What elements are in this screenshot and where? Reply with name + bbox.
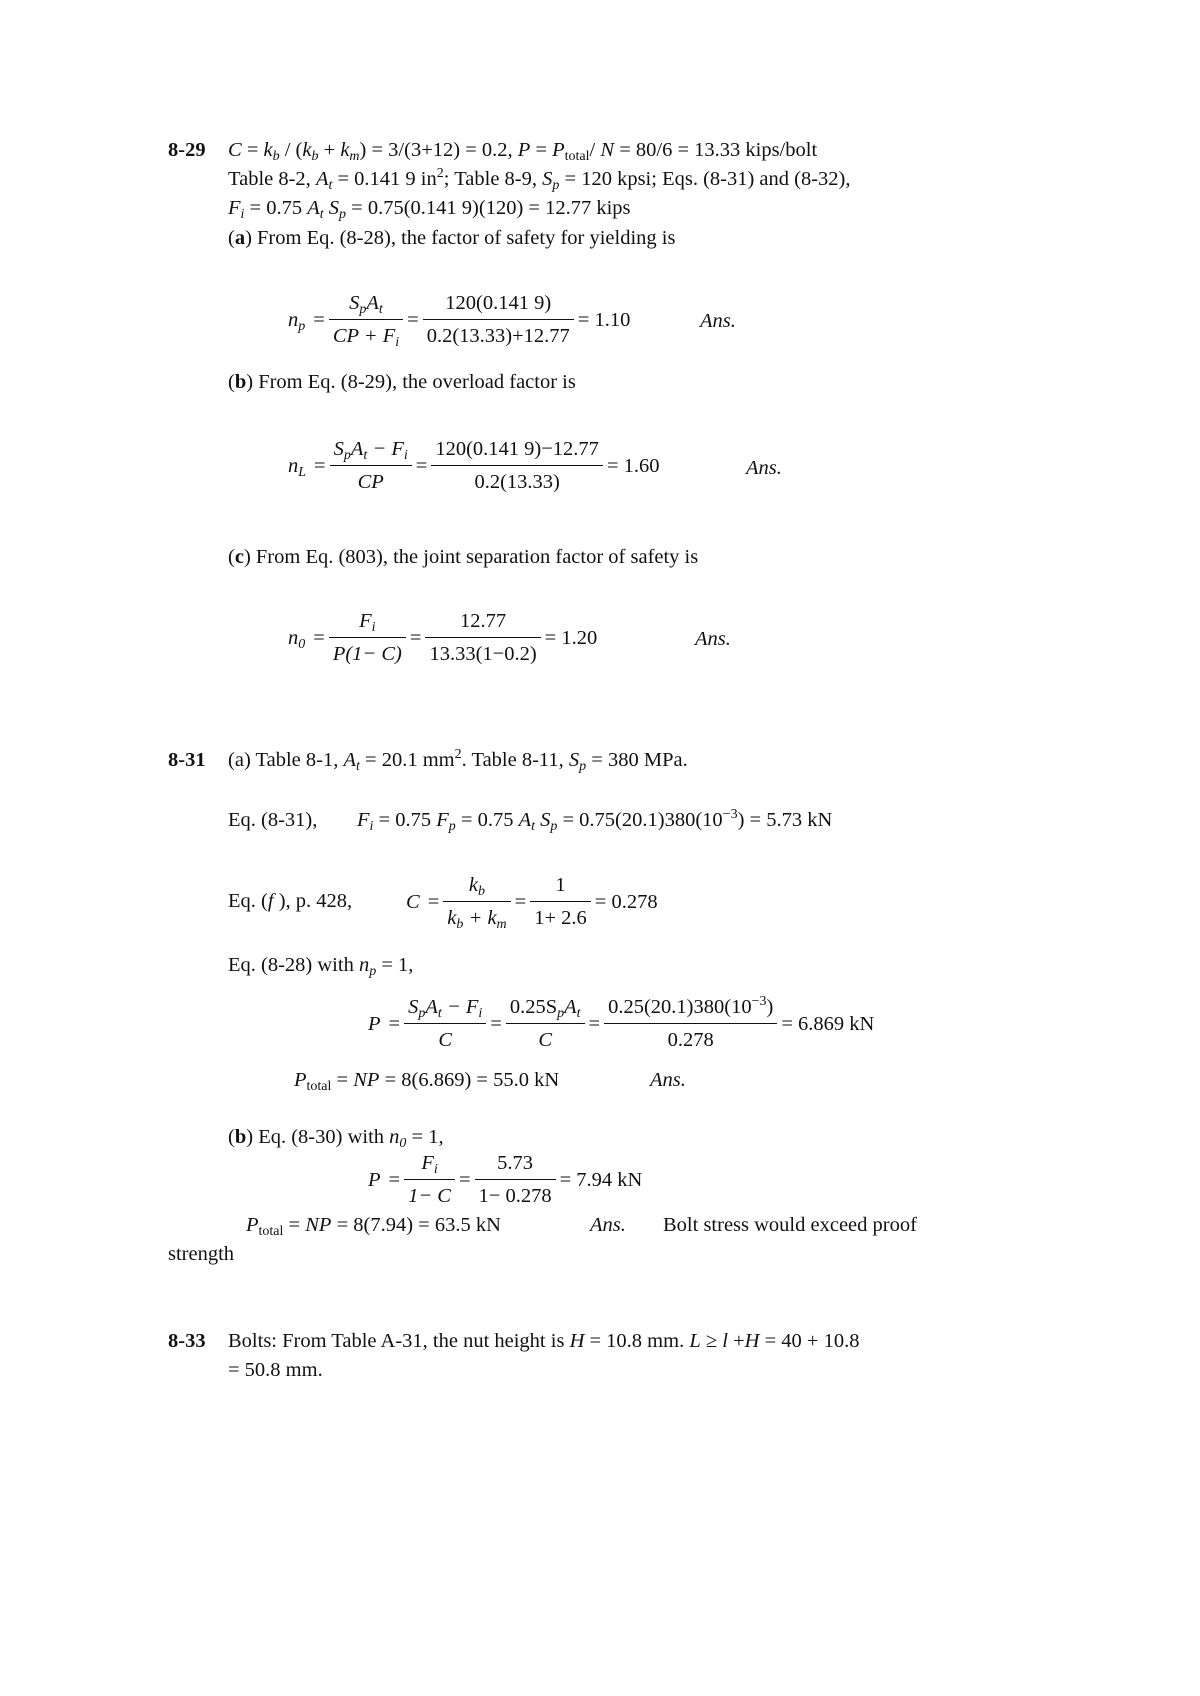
text: = (530, 139, 553, 161)
line-8-33-1 (228, 1329, 859, 1353)
eq-ref: Eq. (f ), p. 428, (228, 890, 353, 912)
var-ptotal: P (294, 1069, 307, 1091)
equals: = (388, 1168, 401, 1191)
var: P (368, 1012, 381, 1035)
line-8-29-5: (b) From Eq. (8-29), the overload factor is (228, 371, 576, 393)
answer-label: Ans. (650, 1069, 686, 1091)
text: = 0.75 (455, 809, 519, 831)
answer-label: Ans. (700, 310, 736, 332)
var-at: A (307, 197, 320, 219)
equals: = (314, 454, 326, 477)
var: P (368, 1168, 381, 1191)
part-label: a (234, 227, 246, 249)
note-text-cont: strength (168, 1243, 235, 1265)
text: = 80/6 = 13.33 kips/bolt (614, 139, 818, 161)
var-kb: k (302, 139, 312, 161)
text: + (318, 139, 341, 161)
sub: L (298, 464, 307, 480)
text: = 1, (376, 954, 414, 976)
sub: 0 (298, 636, 306, 652)
line-8-31-7 (246, 1213, 501, 1237)
sub: t (531, 819, 535, 834)
fraction: $\frac{12.77}{13.33(1-0.2)}$ (425, 608, 540, 667)
sub: p (448, 819, 456, 834)
fraction: $\frac{0.25S_pA_t}{C}$ (506, 994, 585, 1053)
equals: = (427, 890, 440, 913)
line-8-29-1 (228, 138, 817, 162)
text: From Eq. (8-28), the factor of safety for yielding is (251, 227, 676, 249)
equals: = (407, 308, 419, 331)
sub: p (550, 819, 558, 834)
text: Table 8-1, (250, 749, 344, 771)
equals: = (313, 626, 325, 649)
var: n (288, 454, 299, 477)
line-8-33-2: = 50.8 mm. (228, 1359, 323, 1381)
line-8-29-6: (c) From Eq. (803), the joint separation factor of safety is (228, 546, 699, 568)
sub: t (328, 178, 333, 193)
var: n (288, 308, 299, 331)
var-sp: S (323, 197, 340, 219)
result: = 7.94 kN (559, 1168, 643, 1191)
equation-p2 (364, 1150, 646, 1209)
part-label: a (234, 749, 244, 771)
text: Eq. (8-28) with (228, 954, 359, 976)
equals: = (588, 1012, 601, 1035)
fraction: $\frac{S_pA_t - F_i}{CP}$ (330, 436, 412, 495)
sub: total (564, 149, 590, 164)
text: = 380 MPa. (586, 749, 688, 771)
problem-number-8-31: 8-31 (168, 749, 206, 771)
text: = 10.8 mm. (584, 1330, 690, 1352)
sub: 0 (399, 1136, 407, 1151)
var-np: n (358, 954, 370, 976)
text: ; Table 8-9, (443, 168, 543, 190)
line-8-31-5 (294, 1068, 559, 1092)
sub: p (579, 759, 587, 774)
note-text: Bolt stress would exceed proof (663, 1214, 917, 1236)
equation-p (364, 994, 878, 1053)
text: Table 8-2, (228, 168, 316, 190)
text: = 1, (406, 1126, 444, 1148)
var-sp: S (535, 809, 551, 831)
text: = (241, 139, 264, 161)
text: = 20.1 mm (359, 749, 455, 771)
fraction: $\frac{S_pA_t}{CP + F_i}$ (329, 290, 403, 349)
var-fp: F (436, 809, 449, 831)
text: = 0.75(0.141 9)(120) = 12.77 kips (346, 197, 631, 219)
equals: = (409, 626, 422, 649)
var-fi: F (228, 197, 241, 219)
line-8-29-2 (228, 167, 851, 191)
var-n0: n (389, 1126, 400, 1148)
sub: b (311, 149, 319, 164)
var: C (406, 890, 420, 913)
var-c: C (228, 139, 242, 161)
text: = (331, 1069, 354, 1091)
equals: = (415, 454, 428, 477)
fraction: $\frac{k_b}{k_b + k_m}$ (443, 872, 510, 931)
equals: = (313, 308, 325, 331)
equals: = (514, 890, 527, 913)
answer-label: Ans. (590, 1214, 626, 1236)
var-at: A (343, 749, 356, 771)
var-np: NP (305, 1214, 332, 1236)
text: / (589, 139, 601, 161)
text: Eq. (8-30) with (253, 1126, 390, 1148)
line-8-29-4: (a) From Eq. (8-28), the factor of safety for yielding is (228, 227, 676, 249)
var-sp: S (568, 749, 580, 771)
result: = 1.20 (544, 626, 598, 649)
text: = 0.75 (373, 809, 437, 831)
line-8-31-2 (357, 808, 832, 832)
sub: p (339, 207, 347, 222)
var-h: H (569, 1330, 585, 1352)
text: + (727, 1330, 745, 1352)
part-label: c (234, 546, 244, 568)
line-8-31-1: (a) Table 8-1, $A_t = 20.1$ $mm^2$. Table 8-11, $S_p = 380$ MPa. (228, 747, 688, 774)
sub: i (369, 819, 374, 834)
eq-ref: Eq. (8-31), (228, 809, 318, 831)
text: / ( (279, 139, 303, 161)
fraction: $\frac{S_pA_t - F_i}{C}$ (404, 994, 486, 1053)
result: = 1.60 (606, 454, 660, 477)
equation-np (284, 290, 634, 349)
var-fi: F (357, 809, 370, 831)
text: ≥ (700, 1330, 723, 1352)
fraction: $\frac{1}{1+ 2.6}$ (530, 872, 591, 931)
var-np: NP (353, 1069, 380, 1091)
line-8-29-3 (228, 196, 631, 220)
sub: t (356, 759, 360, 774)
part-label: b (234, 1126, 247, 1148)
text: Bolts: From Table A-31, the nut height is (228, 1330, 570, 1352)
var-n: N (600, 139, 615, 161)
var-sp: S (542, 168, 553, 190)
sup: −3 (722, 807, 738, 822)
text: = 120 kpsi; Eqs. (8-31) and (8-32), (559, 168, 851, 190)
var-ptotal: P (552, 139, 565, 161)
var-p: P (517, 139, 531, 161)
sup: 2 (454, 747, 462, 762)
sub: p (552, 178, 560, 193)
var-at: A (518, 809, 532, 831)
var-ptotal: P (246, 1214, 259, 1236)
sub: total (306, 1079, 332, 1094)
var-km: k (340, 139, 350, 161)
problem-number-8-29: 8-29 (168, 139, 206, 161)
sub: p (369, 964, 377, 979)
text: = 40 + 10.8 (759, 1330, 860, 1352)
text: = 0.75(20.1)380(10 (557, 809, 723, 831)
text: = 0.75 (244, 197, 308, 219)
line-8-31-4 (228, 953, 413, 977)
sub: b (272, 149, 280, 164)
var-at: A (315, 168, 329, 190)
equals: = (458, 1168, 471, 1191)
equals: = (490, 1012, 502, 1035)
text: . Table 8-11, (461, 749, 569, 771)
fraction: $\frac{0.25(20.1)380(10^{-3})}{0.278}$ (604, 994, 777, 1053)
fraction: $\frac{F_i}{P(1- C)}$ (329, 608, 406, 667)
fraction: $\frac{120(0.141 9)}{0.2(13.33)+12.77}$ (423, 290, 574, 349)
var-l: L (689, 1330, 701, 1352)
answer-label: Ans. (746, 457, 782, 479)
equation-n0 (284, 608, 601, 667)
sub: i (240, 207, 245, 222)
text: From Eq. (803), the joint separation factor of safety is (250, 546, 699, 568)
part-label: b (234, 371, 247, 393)
line-8-31-6: (b) Eq. (8-30) with $n_0 = 1$, (228, 1126, 444, 1151)
text: ) = 3/(3+12) = 0.2, (359, 139, 518, 161)
text: ) = 5.73 kN (737, 809, 833, 831)
result: = 1.10 (577, 308, 631, 331)
result: = 0.278 (594, 890, 658, 913)
var-h: H (744, 1330, 760, 1352)
var-l-small: l (722, 1330, 728, 1352)
fraction: $\frac{5.73}{1- 0.278}$ (475, 1150, 556, 1209)
text: = 0.141 9 in (332, 168, 437, 190)
fraction: $\frac{F_i}{1- C}$ (404, 1150, 455, 1209)
sub: t (319, 207, 324, 222)
problem-number-8-33: 8-33 (168, 1330, 206, 1352)
answer-label: Ans. (695, 628, 731, 650)
fraction: $\frac{120(0.141 9)-12.77}{0.2(13.33)}$ (431, 436, 603, 495)
equation-nl (284, 436, 664, 495)
sup: 2 (436, 166, 444, 181)
equals: = (388, 1012, 401, 1035)
var: n (288, 626, 299, 649)
text: From Eq. (8-29), the overload factor is (253, 371, 576, 393)
var-kb: k (263, 139, 273, 161)
equation-c (402, 872, 662, 931)
sub: p (298, 318, 306, 334)
text: = 8(6.869) = 55.0 kN (379, 1069, 560, 1091)
sub: total (258, 1224, 284, 1239)
sub: m (349, 149, 360, 164)
text: = 8(7.94) = 63.5 kN (331, 1214, 501, 1236)
result: = 6.869 kN (781, 1012, 875, 1035)
text: = (283, 1214, 306, 1236)
